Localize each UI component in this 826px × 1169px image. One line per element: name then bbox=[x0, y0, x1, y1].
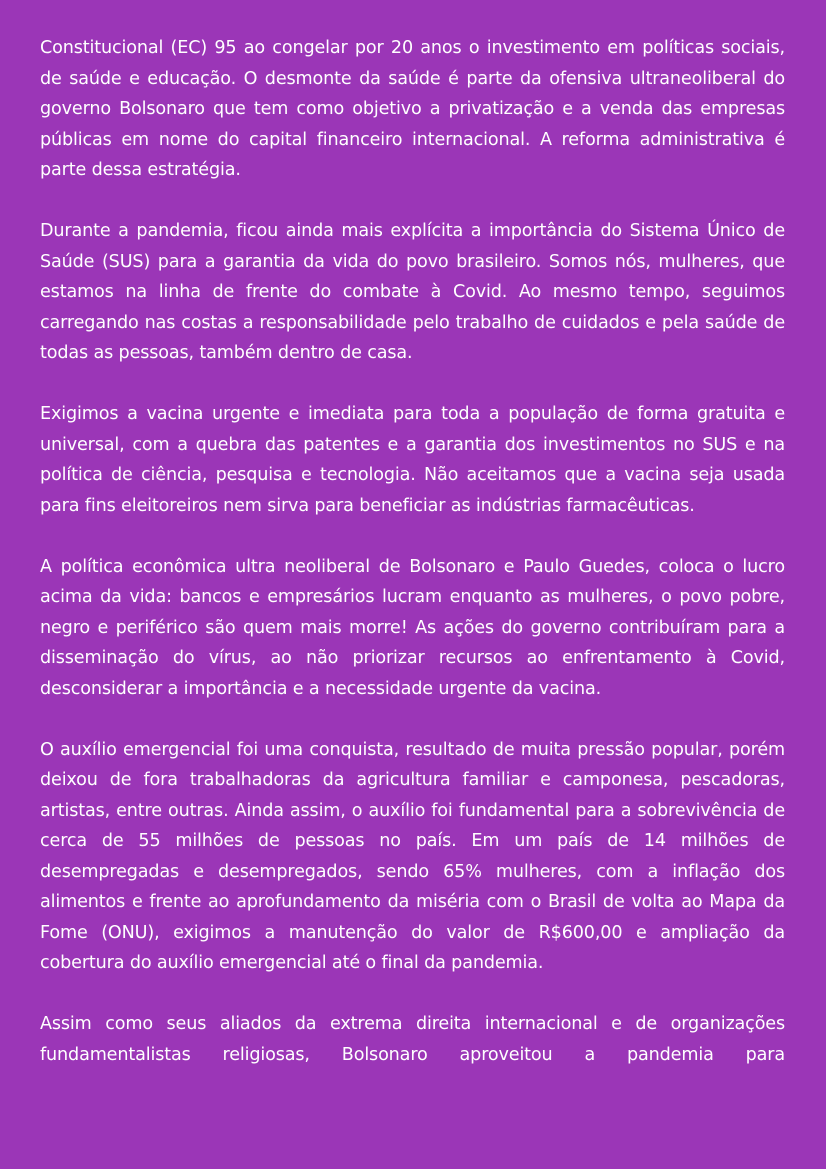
paragraph-economic-policy: A política econômica ultra neoliberal de Bolsonaro e Paulo Guedes, coloca o lucro acima da vida: bancos e empresários lucram enquanto as mulheres, o povo pobre, negro e periférico são quem mais morre! As ações do governo contribuíram para a disseminação do vírus, ao não priorizar recursos ao enfrentamento à Covid, desconsiderar a importância e a necessidade urgente da vacina. bbox=[40, 556, 785, 699]
paragraph-ec95-healthcare-dismantling: Constitucional (EC) 95 ao congelar por 20 anos o investimento em políticas sociais, de saúde e educação. O desmonte da saúde é parte da ofensiva ultraneoliberal do governo Bolsonaro que tem como objetivo a privatização e a venda das empresas públicas em nome do capital financeiro internacional. A reforma administrativa é parte dessa estratégia. bbox=[40, 38, 785, 180]
paragraph-pandemic-sus: Durante a pandemia, ficou ainda mais explícita a importância do Sistema Único de Saúde (SUS) para a garantia da vida do povo brasileiro. Somos nós, mulheres, que estamos na linha de frente do combate à Covid. Ao mesmo tempo, seguimos carregando nas costas a responsabilidade pelo trabalho de cuidados e pela saúde de todas as pessoas, também dentro de casa. bbox=[40, 221, 785, 363]
paragraph-far-right-allies: Assim como seus aliados da extrema direita internacional e de organizações fundamentalistas religiosas, Bolsonaro aproveitou a pandemia para bbox=[40, 1014, 785, 1065]
paragraph-emergency-aid: O auxílio emergencial foi uma conquista, resultado de muita pressão popular, porém deixou de fora trabalhadoras da agricultura familiar e camponesa, pescadoras, artistas, entre outras. Ainda assim, o auxílio foi fundamental para a sobrevivência de cerca de 55 milhões de pessoas no país. Em um país de 14 milhões de desempregadas e desempregados, sendo 65% mulheres, com a inflação dos alimentos e frente ao aprofundamento da miséria com o Brasil de volta ao Mapa da Fome (ONU), exigimos a manutenção do valor de R$600,00 e ampliação da cobertura do auxílio emergencial até o final da pandemia. bbox=[40, 739, 785, 973]
paragraph-vaccine-demand: Exigimos a vacina urgente e imediata para toda a população de forma gratuita e universal, com a quebra das patentes e a garantia dos investimentos no SUS e na política de ciência, pesquisa e tecnologia. Não aceitamos que a vacina seja usada para fins eleitoreiros nem sirva para beneficiar as indústrias farmacêuticas. bbox=[40, 404, 785, 516]
